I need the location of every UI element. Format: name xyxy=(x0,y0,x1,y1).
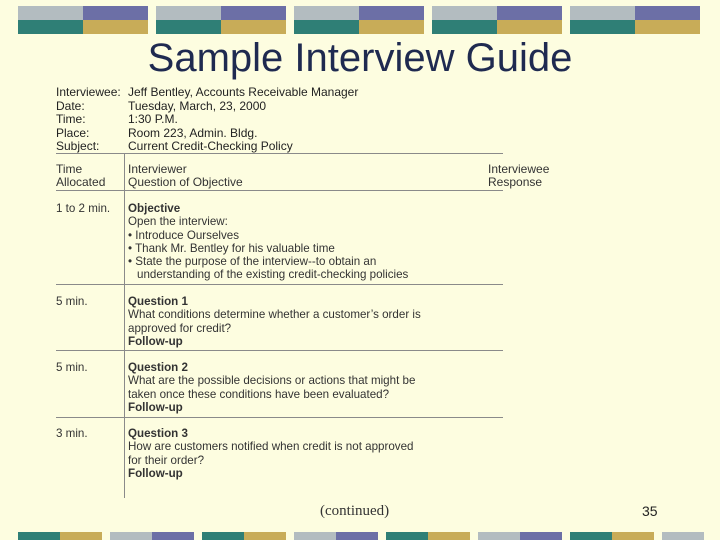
row-line: taken once these conditions have been evaluated? xyxy=(128,387,390,401)
row-followup: Follow-up xyxy=(128,400,183,414)
info-row-date xyxy=(56,100,358,114)
row-heading: Objective xyxy=(128,202,181,215)
row-heading: Question 3 xyxy=(128,427,188,440)
info-label: Subject: xyxy=(56,139,100,153)
row-line: What are the possible decisions or actions that might be xyxy=(128,374,416,388)
header-line: Interviewer xyxy=(128,162,187,176)
interview-info xyxy=(56,86,358,154)
header-line: Time xyxy=(56,162,83,176)
row-heading: Question 1 xyxy=(128,295,188,308)
header-interviewer-question xyxy=(128,163,243,189)
header-time-allocated xyxy=(56,163,105,189)
row-line: Open the interview: xyxy=(128,215,228,229)
table-row xyxy=(128,295,498,348)
row-time: 5 min. xyxy=(56,361,88,374)
info-label: Interviewee: xyxy=(56,85,121,99)
table-row xyxy=(128,361,498,414)
info-label: Time: xyxy=(56,112,86,126)
info-row-interviewee xyxy=(56,86,358,100)
info-row-time xyxy=(56,113,358,127)
header-line: Interviewee xyxy=(488,162,550,176)
info-label: Date: xyxy=(56,98,85,113)
column-divider xyxy=(124,153,125,498)
header-interviewee-response xyxy=(488,163,549,189)
row-followup: Follow-up xyxy=(128,466,183,480)
page-number: 35 xyxy=(642,503,658,519)
row-heading: Question 2 xyxy=(128,361,188,374)
table-row xyxy=(128,427,498,480)
info-row-place xyxy=(56,127,358,141)
info-value: Room 223, Admin. Bldg. xyxy=(128,125,258,140)
row-time: 5 min. xyxy=(56,295,88,308)
info-value: Jeff Bentley, Accounts Receivable Manager xyxy=(128,85,359,99)
row-line: What conditions determine whether a customer’s order is xyxy=(128,308,421,322)
info-row-subject xyxy=(56,140,358,154)
row-time: 1 to 2 min. xyxy=(56,202,111,215)
continued-note: (continued) xyxy=(320,503,390,519)
bullet-item: • Introduce Ourselves xyxy=(128,228,240,242)
row-time: 3 min. xyxy=(56,427,88,440)
bullet-item: • Thank Mr. Bentley for his valuable time xyxy=(128,241,335,255)
slide-title: Sample Interview Guide xyxy=(147,36,573,80)
info-label: Place: xyxy=(56,125,90,140)
info-value: Tuesday, March, 23, 2000 xyxy=(128,98,267,113)
table-row xyxy=(128,202,498,282)
header-line: Allocated xyxy=(56,175,106,189)
top-decorative-band xyxy=(0,6,720,34)
row-line: approved for credit? xyxy=(128,321,232,335)
row-line: How are customers notified when credit is not approved xyxy=(128,440,414,454)
row-line: for their order? xyxy=(128,453,205,467)
bottom-decorative-band xyxy=(0,532,720,540)
bullet-continuation: understanding of the existing credit-checking policies xyxy=(137,268,409,282)
bullet-item: • State the purpose of the interview--to obtain an xyxy=(128,255,377,269)
info-value: Current Credit-Checking Policy xyxy=(128,139,293,153)
header-line: Question of Objective xyxy=(128,175,243,189)
header-line: Response xyxy=(488,175,543,189)
row-followup: Follow-up xyxy=(128,334,183,348)
info-value: 1:30 P.M. xyxy=(128,112,178,126)
